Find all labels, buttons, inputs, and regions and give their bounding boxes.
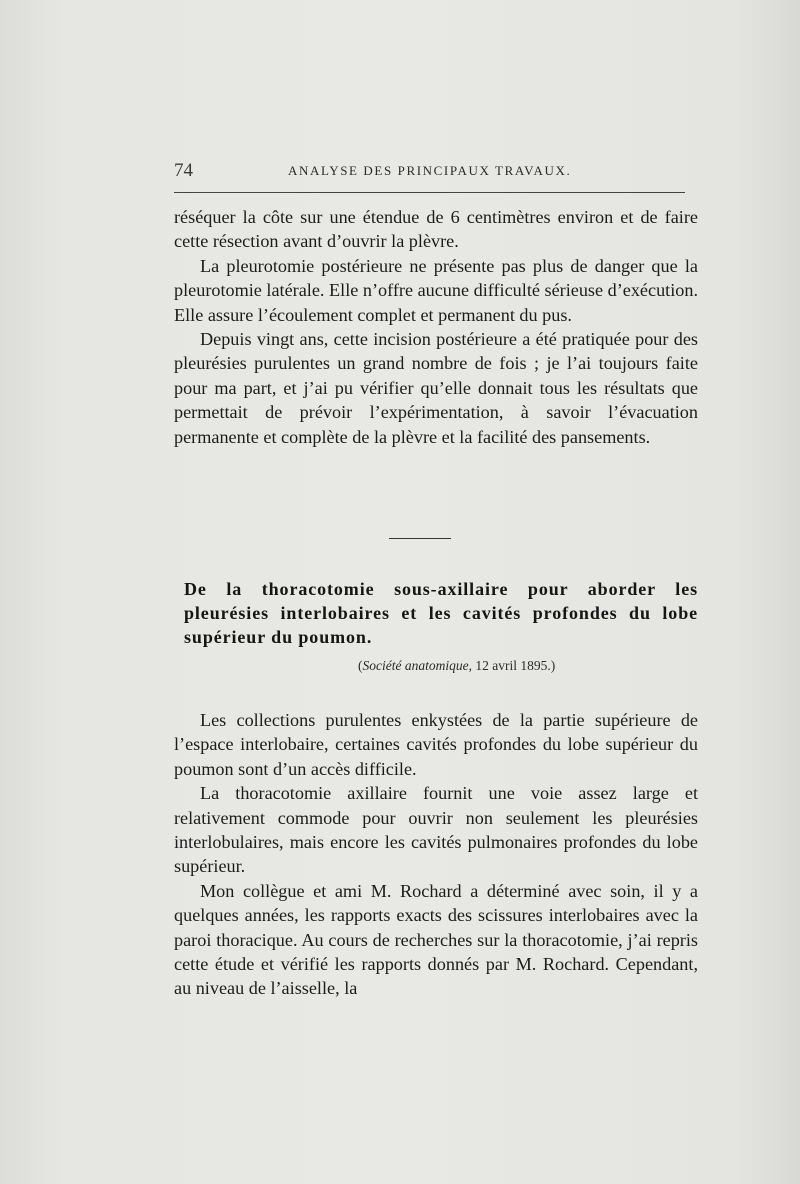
section-1-text (174, 205, 698, 449)
page-header (174, 160, 690, 186)
section-separator-rule (389, 538, 451, 539)
page-number: 74 (174, 160, 193, 181)
paragraph: réséquer la côte sur une étendue de 6 centimètres environ et de faire cette résection avant d’ouvrir la plèvre. (174, 207, 698, 252)
section-heading: De la thoracotomie sous-axillaire pour aborder les pleurésies interlobaires et les cavités profondes du lobe supérieur du poumon. (184, 579, 698, 647)
citation-journal: Société anatomique (362, 658, 469, 673)
section-2-text (174, 708, 698, 1001)
paragraph: Depuis vingt ans, cette incision postérieure a été pratiquée pour des pleurésies purulentes un grand nombre de fois ; je l’ai toujours faite pour ma part, et j’ai pu vérifier qu’elle donnait tous les résultats que permettait de prévoir l’expérimentation, à savoir l’évacuation permanente et complète de la plèvre et la facilité des pansements. (174, 329, 698, 447)
header-rule (174, 192, 685, 193)
paragraph: La pleurotomie postérieure ne présente pas plus de danger que la pleurotomie latérale. Elle n’offre aucune difficulté sérieuse d’exécution. Elle assure l’écoulement complet et permanent du pus. (174, 255, 699, 325)
paragraph: Les collections purulentes enkystées de la partie supérieure de l’espace interlobaire, certaines cavités profondes du lobe supérieur du poumon sont d’un accès difficile. (174, 710, 698, 779)
paragraph: La thoracotomie axillaire fournit une voie assez large et relativement commode pour ouvrir non seulement les pleurésies interlobulaires, mais encore les cavités pulmonaires profondes du lobe supérieur. (174, 783, 698, 877)
paragraph: Mon collègue et ami M. Rochard a déterminé avec soin, il y a quelques années, les rapports exacts des scissures interlobaires avec la paroi thoracique. Au cours de recherches sur la thoracotomie, j’ai repris cette étude et vérifié les rapports donnés par M. Rochard. Cependant, au niveau de l’aisselle, la (174, 880, 698, 999)
citation-date: , 12 avril 1895. (468, 658, 551, 673)
citation: (Société anatomique, 12 avril 1895.) (358, 658, 556, 673)
running-title: ANALYSE DES PRINCIPAUX TRAVAUX. (288, 163, 572, 178)
